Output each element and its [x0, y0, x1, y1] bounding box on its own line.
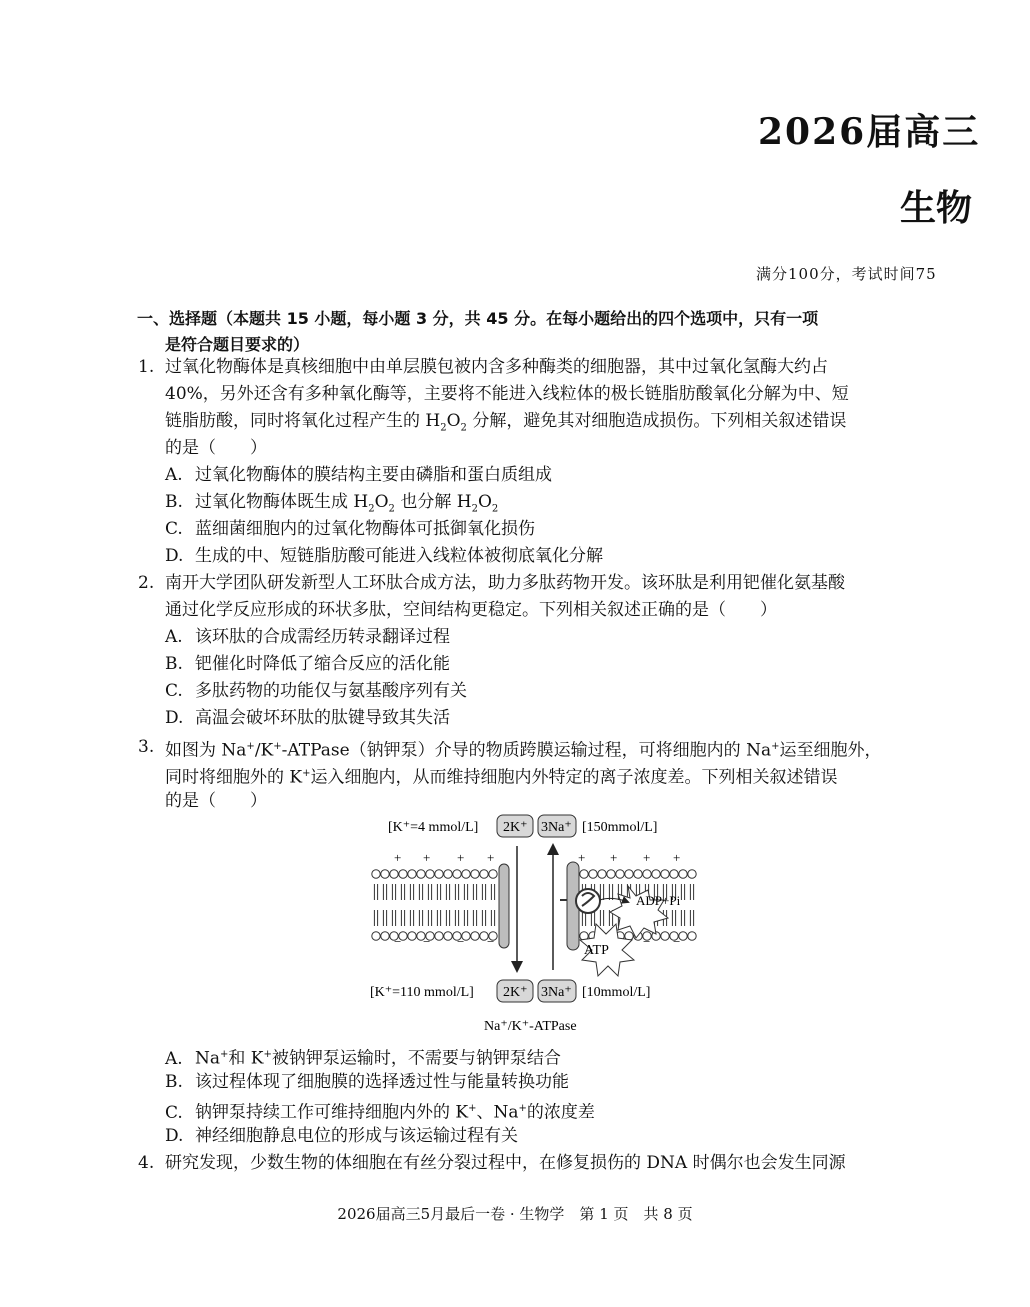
phospholipid-head [616, 870, 624, 878]
charge-minus: − [394, 934, 402, 949]
subscript: 2 [368, 503, 375, 515]
atp-label: ATP [584, 943, 609, 958]
phospholipid-head [381, 870, 389, 878]
q3-option-a [165, 1044, 561, 1070]
superscript: + [273, 741, 282, 752]
q3-line2 [165, 763, 838, 789]
section-heading-line2: 是符合题目要求的） [165, 335, 310, 354]
charge-minus: − [423, 934, 431, 949]
option-text: 生成的中、短链脂肪酸可能进入线粒体被彻底氧化分解 [195, 546, 603, 566]
phospholipid-head [408, 932, 416, 940]
phospholipid-head [471, 870, 479, 878]
outer-k-concentration: [K⁺=4 mmol/L] [388, 820, 479, 835]
phospholipid-head [688, 870, 696, 878]
channel-protein-left [499, 864, 509, 948]
charge-minus: − [457, 934, 465, 949]
q1-option-d [165, 545, 603, 567]
option-text: 多肽药物的功能仅与氨基酸序列有关 [195, 681, 467, 701]
option-letter: D. [165, 546, 184, 566]
subscript: 2 [491, 503, 499, 515]
option-letter: C. [165, 681, 183, 701]
section-heading-line1: 一、选择题（本题共 15 小题，每小题 3 分，共 45 分。在每小题给出的四个选项中，只有一项 [137, 309, 819, 328]
q4-number: 4. [138, 1153, 155, 1173]
phospholipid-head [670, 870, 678, 878]
phospholipid-head [652, 870, 660, 878]
q3-line3: 的是（ ） [165, 791, 267, 811]
subscript: 2 [471, 503, 478, 515]
phospholipid-head [390, 870, 398, 878]
q1-option-c [165, 518, 535, 540]
subscript: 2 [440, 422, 447, 434]
phospholipid-head [408, 870, 416, 878]
phospholipid-head [625, 870, 633, 878]
q2-line2: 通过化学反应形成的环状多肽，空间结构更稳定。下列相关叙述正确的是（ ） [165, 600, 777, 620]
option-text-3: 也分解 H [394, 492, 472, 512]
q3-line1-d: 运至细胞外， [779, 740, 882, 761]
q2-option-c [165, 680, 467, 702]
option-letter: C. [165, 519, 183, 539]
q3-number: 3. [138, 737, 155, 757]
subscript: 2 [460, 422, 467, 434]
exam-info: 满分100分，考试时间75 [756, 265, 937, 283]
q3-line1-c: -ATPase（钠钾泵）介导的物质跨膜运输过程，可将细胞内的 Na [281, 740, 772, 761]
q3-option-b [165, 1071, 569, 1093]
diagram-caption: Na⁺/K⁺-ATPase [484, 1019, 577, 1034]
phospholipid-head [426, 870, 434, 878]
phospholipid-head [453, 870, 461, 878]
option-text-2: 、Na [476, 1102, 519, 1123]
option-text-1: 钠钾泵持续工作可维持细胞内外的 K [195, 1102, 469, 1123]
superscript: + [246, 741, 255, 752]
option-text: 过氧化物酶体的膜结构主要由磷脂和蛋白质组成 [195, 465, 552, 485]
phospholipid-head [372, 932, 380, 940]
option-text: 该环肽的合成需经历转录翻译过程 [195, 627, 450, 647]
phospholipid-head [589, 870, 597, 878]
q1-line3-c: 分解，避免其对细胞造成损伤。下列相关叙述错误 [466, 411, 847, 431]
phospholipid-head [643, 870, 651, 878]
phospholipid-head [679, 870, 687, 878]
q3-line2-b: 运入细胞内，从而维持细胞内外特定的离子浓度差。下列相关叙述错误 [310, 767, 838, 788]
charge-plus: + [457, 850, 465, 865]
phospholipid-head [634, 870, 642, 878]
phospholipid-head [661, 870, 669, 878]
na-ion-label: 3Na⁺ [541, 820, 572, 835]
charge-minus: − [673, 934, 681, 949]
phospholipid-head [598, 870, 606, 878]
q1-number: 1. [138, 357, 155, 377]
charge-plus: + [394, 850, 402, 865]
q1-line3-b: O [446, 411, 461, 431]
k-ion-label: 2K⁺ [503, 985, 528, 1000]
page-footer: 2026届高三5月最后一卷 · 生物学 第 1 页 共 8 页 [337, 1205, 693, 1223]
na-ion-label: 3Na⁺ [541, 985, 572, 1000]
q4-line1: 研究发现，少数生物的体细胞在有丝分裂过程中，在修复损伤的 DNA 时偶尔也会发生同源 [165, 1153, 846, 1173]
q3-line1-a: 如图为 Na [165, 740, 247, 761]
phospholipid-head [607, 870, 615, 878]
charge-plus: + [643, 850, 651, 865]
outer-na-concentration: [150mmol/L] [582, 820, 658, 835]
superscript: + [220, 1049, 229, 1060]
charge-plus: + [578, 850, 586, 865]
q2-option-b [165, 653, 450, 675]
q3-line1 [165, 736, 881, 762]
q2-option-a [165, 626, 450, 648]
option-letter: A. [165, 465, 183, 485]
option-letter: D. [165, 1126, 184, 1146]
q3-option-c [165, 1098, 595, 1124]
sodium-potassium-pump-diagram [360, 812, 720, 1040]
q1-option-a [165, 464, 552, 486]
phospholipid-head [688, 932, 696, 940]
subject-title: 生物 [900, 187, 973, 229]
option-text: 神经细胞静息电位的形成与该运输过程有关 [195, 1126, 518, 1146]
option-text-2: O [374, 492, 389, 512]
option-letter: A. [165, 1048, 183, 1069]
adp-label: ADP+Pi [636, 893, 681, 908]
phospholipid-head [435, 932, 443, 940]
phospholipid-head [435, 870, 443, 878]
superscript: + [468, 1103, 477, 1114]
option-text-2: 和 K [228, 1048, 264, 1069]
option-text-3: 被钠钾泵运输时，不需要与钠钾泵结合 [271, 1048, 561, 1069]
option-text-4: O [477, 492, 492, 512]
charge-minus: − [643, 934, 651, 949]
superscript: + [518, 1103, 527, 1114]
q1-option-b [165, 491, 498, 520]
option-text-1: 过氧化物酶体既生成 H [195, 492, 369, 512]
charge-plus: + [423, 850, 431, 865]
q2-line1: 南开大学团队研发新型人工环肽合成方法，助力多肽药物开发。该环肽是利用钯催化氨基酸 [165, 573, 845, 593]
phospholipid-bilayer-left [372, 870, 497, 940]
phospholipid-head [661, 932, 669, 940]
phospholipid-head [580, 870, 588, 878]
q1-line3-a: 链脂肪酸，同时将氧化过程产生的 H [165, 411, 441, 431]
q3-option-d [165, 1125, 518, 1147]
charge-plus: + [610, 850, 618, 865]
q1-line1: 过氧化物酶体是真核细胞中由单层膜包被内含多种酶类的细胞器，其中过氧化氢酶大约占 [165, 357, 828, 377]
charge-minus: − [487, 934, 495, 949]
exam-title: 2026届高三 [758, 111, 981, 153]
option-text: 蓝细菌细胞内的过氧化物酶体可抵御氧化损伤 [195, 519, 535, 539]
section-heading [137, 306, 897, 358]
inner-na-concentration: [10mmol/L] [582, 985, 651, 1000]
phospholipid-head [480, 870, 488, 878]
option-letter: C. [165, 1102, 183, 1123]
superscript: + [302, 768, 311, 779]
option-text: 该过程体现了细胞膜的选择透过性与能量转换功能 [195, 1072, 569, 1092]
q2-number: 2. [138, 573, 155, 593]
option-text-3: 的浓度差 [526, 1102, 595, 1123]
option-letter: A. [165, 627, 183, 647]
option-letter: B. [165, 492, 183, 512]
q1-line3 [165, 410, 846, 439]
phospholipid-head [417, 870, 425, 878]
option-letter: B. [165, 654, 183, 674]
phospholipid-head [489, 870, 497, 878]
phospholipid-head [471, 932, 479, 940]
subscript: 2 [388, 503, 395, 515]
inner-k-concentration: [K⁺=110 mmol/L] [370, 985, 474, 1000]
q3-line2-a: 同时将细胞外的 K [165, 767, 303, 788]
phospholipid-head [444, 870, 452, 878]
k-ion-label: 2K⁺ [503, 820, 528, 835]
charge-plus: + [673, 850, 681, 865]
option-text-1: Na [195, 1048, 221, 1069]
option-letter: D. [165, 708, 184, 728]
option-text: 钯催化时降低了缩合反应的活化能 [195, 654, 450, 674]
q1-line4: 的是（ ） [165, 438, 267, 458]
phospholipid-head [372, 870, 380, 878]
q2-option-d [165, 707, 450, 729]
phospholipid-head [381, 932, 389, 940]
superscript: + [771, 741, 780, 752]
superscript: + [263, 1049, 272, 1060]
charge-plus: + [487, 850, 495, 865]
phospholipid-head [462, 870, 470, 878]
q1-line2: 40%，另外还含有多种氧化酶等，主要将不能进入线粒体的极长链脂肪酸氧化分解为中、短 [165, 384, 849, 404]
phospholipid-head [399, 870, 407, 878]
option-text: 高温会破坏环肽的肽键导致其失活 [195, 708, 450, 728]
phospholipid-head [444, 932, 452, 940]
option-letter: B. [165, 1072, 183, 1092]
q3-line1-b: /K [254, 740, 274, 761]
